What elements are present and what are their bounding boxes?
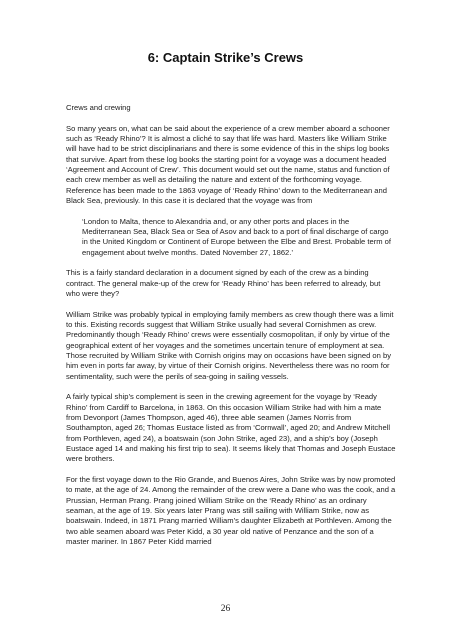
section-subheading: Crews and crewing <box>66 103 131 112</box>
paragraph: So many years on, what can be said about the experience of a crew member aboard a schooner such as ‘Ready Rhino’? It is almost a cliché to say that life was hard. Masters like William Strike will have had to be strict disciplinarians and there is some evidence of this in the ships log books that survive. Apart from these log books the starting point for a voyage was a document headed ‘Agreement and Account of Crew’. This document would set out the name, status and function of each crew member as well as detailing the nature and extent of the forthcoming voyage. Reference has been made to the 1863 voyage of ‘Ready Rhino’ down to the Mediterranean and Black Sea, previously. In this case it is declared that the voyage was from <box>66 123 390 206</box>
paragraph: A fairly typical ship’s complement is seen in the crewing agreement for the voyage by ‘Ready Rhino’ from Cardiff to Barcelona, in 1863. On this occasion William Strike had with him a mate from Devonport (James Thompson, aged 46), three able seamen (James Norris from Southampton, aged 26; Thomas Eustace listed as from ‘Cornwall’, aged 20; and Andrew Mitchell from Porthleven, aged 24), a boatswain (son John Strike, aged 23), and a ship’s boy (Joseph Eustace aged 14 and making his first trip to sea). It seems likely that Thomas and Joseph Eustace were brothers. <box>66 392 396 464</box>
paragraph: This is a fairly standard declaration in a document signed by each of the crew as a binding contract. The general make-up of the crew for ‘Ready Rhino’ has been referred to already, but who were they? <box>66 268 381 299</box>
paragraph: William Strike was probably typical in employing family members as crew though there was a limit to this. Existing records suggest that William Strike usually had several Cornishmen as crew. Predominantly though ‘Ready Rhino’ crews were essentially cosmopolitan, if only by virtue of the geographical extent of her voyages and the sometimes uncertain tenure of employment at sea. Those recruited by William Strike with Cornish origins may on occasions have been signed on by him even in ports far away, by virtue of their Cornish origins. Nevertheless there was no room for sentimentality, such were the perils of sea-going in sailing vessels. <box>66 309 394 381</box>
paragraph: For the first voyage down to the Rio Grande, and Buenos Aires, John Strike was by now promoted to mate, at the age of 24. Among the remainder of the crew were a Dane who was the cook, and a Prussian, Herman Prang. Prang joined William Strike on the ‘Ready Rhino’ as an ordinary seaman, at the age of 19. Six years later Prang was still sailing with William Strike, now as boatswain. Indeed, in 1871 Prang married William’s daughter Elizabeth at Porthleven. Among the two able seamen aboard was Peter Kidd, a 30 year old native of Penzance and the son of a master mariner. In 1867 Peter Kidd married <box>66 475 396 547</box>
body-text <box>66 103 396 558</box>
page-number: 26 <box>220 604 231 614</box>
chapter-title: 6: Captain Strike’s Crews <box>147 50 304 65</box>
block-quote: ‘London to Malta, thence to Alexandria and, or any other ports and places in the Mediterranean Sea, Black Sea or Sea of Asov and back to a port of final discharge of cargo in the United Kingdom or Continent of Europe between the Elbe and Brest. Probable term of engagement about twelve months. Dated November 27, 1862.’ <box>82 216 392 257</box>
